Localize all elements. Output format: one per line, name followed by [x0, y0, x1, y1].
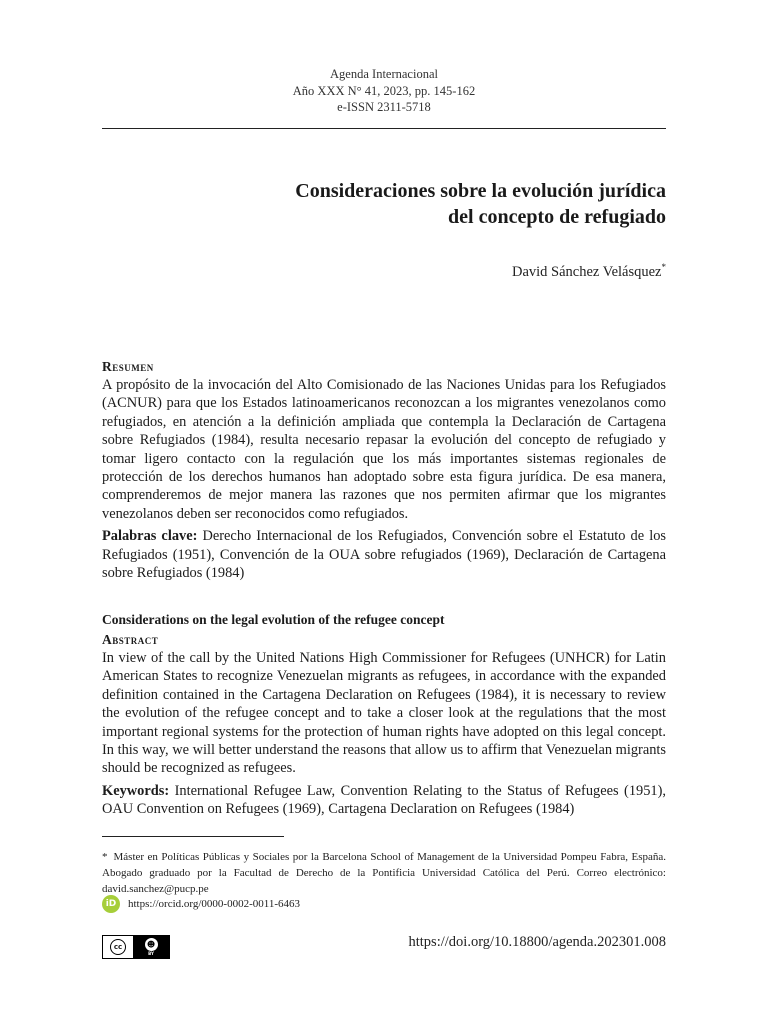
title-line-2: del concepto de refugiado: [448, 206, 666, 228]
abstract-heading: Abstract: [102, 632, 159, 647]
keywords-text: International Refugee Law, Convention Relating to the Status of Refugees (1951), OAU Convention on Refugees (1969), Cartagena Declaration on Refugees (1984): [102, 782, 666, 818]
palabras-clave-label: Palabras clave:: [102, 528, 198, 545]
cc-logo: [103, 936, 133, 958]
orcid-link[interactable]: [102, 895, 300, 913]
journal-header: [102, 66, 666, 116]
footnote-divider: [102, 836, 284, 837]
resumen-text: A propósito de la invocación del Alto Comisionado de las Naciones Unidas para los Refugiados (ACNUR) para que los Estados latinoamericanos reconozcan a los migrantes venezolanos como refugiados, en atención a la definición ampliada que contempla la Declaración de Cartagena sobre Refugiados (1984), resulta necesario repasar la evolución del concepto de refugiado y tomar ligero contacto con la regulación que los más importantes sistemas regionales de protección de los derechos humanos han adoptado sobre esta figura jurídica. De esa manera, comprenderemos de mejor manera las razones que nos permiten afirmar que los migrantes venezolanos deben ser reconocidos como refugiados.: [102, 377, 666, 522]
abstract-section: [102, 611, 666, 819]
article-title: [186, 178, 666, 230]
abstract-text: In view of the call by the United Nations High Commissioner for Refugees (UNHCR) for Latin American States to recognize Venezuelan migrants as refugees, in accordance with the expanded definition contained in the Cartagena Declaration on Refugees (1984), it is necessary to review the evolution of the refugee concept and to take a closer look at the regulations that the most important regional systems for the protection of human rights have adopted on this legal concept. In this way, we will better understand the reasons that allow us to affirm that Venezuelan migrants should be recognized as refugees.: [102, 650, 667, 777]
resumen-heading: Resumen: [102, 359, 154, 374]
by-section: [133, 936, 169, 958]
journal-name: Agenda Internacional: [330, 67, 438, 81]
journal-issue: Año XXX N° 41, 2023, pp. 145-162: [292, 83, 476, 98]
footnote-text: Máster en Políticas Públicas y Sociales por la Barcelona School of Management de la Universidad Pompeu Fabra, España. Abogado graduado por la Facultad de Derecho de la Pontificia Universidad Católica del Perú. Correo electrónico: david.sanchez@pucp.pe: [102, 851, 666, 895]
cc-by-license-badge[interactable]: [102, 935, 170, 959]
keywords-label: Keywords:: [102, 782, 170, 799]
journal-issn: e-ISSN 2311-5718: [337, 100, 431, 114]
creative-commons-icon: cc: [110, 939, 126, 955]
orcid-icon: iD: [102, 895, 120, 913]
abstract-keywords: [102, 782, 666, 819]
resumen-section: [102, 358, 666, 582]
header-divider: [102, 128, 666, 129]
resumen-keywords: [102, 527, 666, 582]
palabras-clave-text: Derecho Internacional de los Refugiados, Convención sobre el Estatuto de los Refugiados (1951), Convención de la OUA sobre refugiados (1969), Declaración de Cartagena sobre Refugiados (1984): [102, 528, 666, 582]
article-page: [102, 0, 666, 1024]
author-name: [512, 262, 666, 281]
by-label: BY: [148, 951, 154, 956]
attribution-person-icon: ☻: [145, 938, 158, 951]
english-title: Considerations on the legal evolution of the refugee concept: [102, 612, 445, 627]
orcid-url[interactable]: https://orcid.org/0000-0002-0011-6463: [128, 898, 301, 910]
footnote-mark: *: [102, 851, 108, 863]
doi-link[interactable]: https://doi.org/10.18800/agenda.202301.008: [408, 934, 666, 950]
author-footnote-mark[interactable]: *: [661, 262, 666, 272]
title-line-1: Consideraciones sobre la evolución jurídica: [295, 180, 666, 202]
author-text: David Sánchez Velásquez: [511, 263, 662, 280]
author-footnote: [102, 849, 666, 897]
